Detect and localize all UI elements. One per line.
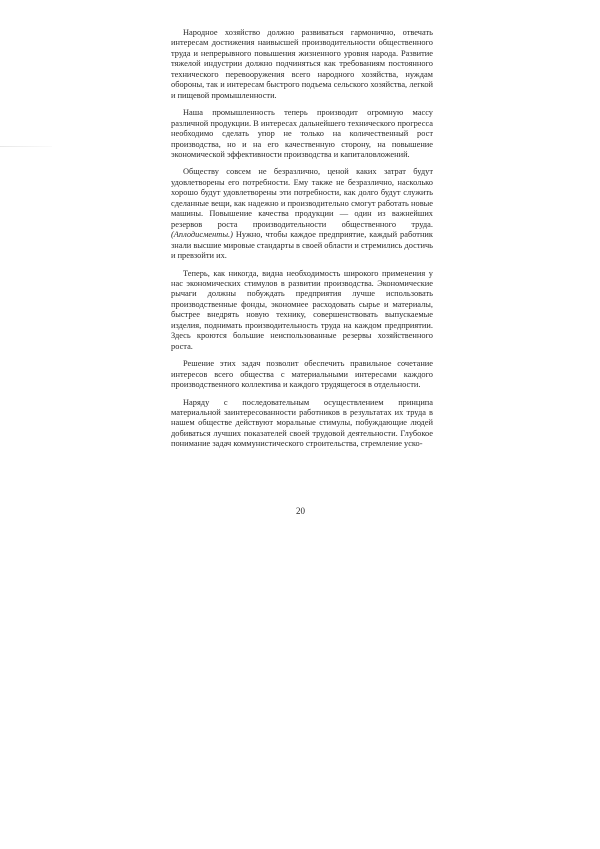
paragraph-6 <box>171 398 433 450</box>
paragraph-3 <box>171 167 433 261</box>
paragraph-1 <box>171 28 433 101</box>
paragraph-2-text: Наша промышленность теперь производит огромную массу различной продукции. В интересах дальнейшего технического прогресса необходимо сделать упор не только на количественный рост производства, но и на его качественную сторону, на повышение экономической эффективности производства и капиталовложений. <box>171 108 433 159</box>
paragraph-4-text: Теперь, как никогда, видна необходимость широкого применения у нас экономических стимулов в развитии производства. Экономические рычаги должны побуждать предприятия лучше использовать производственные фонды, экономнее расходовать сырье и материалы, быстрее внедрять новую технику, совершенствовать выпускаемые изделия, поднимать производительность труда на каждом предприятии. Здесь кроются большие неиспользованные резервы хозяйственного роста. <box>171 268 433 351</box>
paragraph-5 <box>171 359 433 390</box>
page-number: 20 <box>296 506 305 516</box>
paragraph-2 <box>171 108 433 160</box>
scan-artifact-line <box>0 146 52 147</box>
applause-note: (Аплодисменты.) <box>171 230 233 240</box>
paragraph-3-text-after: Нужно, чтобы каждое предприятие, каждый работник знали высшие мировые стандарты в своей области и стремились достичь и превзойти их. <box>171 230 433 261</box>
paragraph-3-text: Обществу совсем не безразлично, ценой каких затрат будут удовлетворены его потребности. Ему также не безразлично, насколько хорошо будут удовлетворены эти потребности, как долго будут служить сделанные вещи, как надежно и производительно смогут работать новые машины. Повышение качества продукции — один из важнейших резервов роста производительности общественного труда. <box>171 167 433 229</box>
paragraph-1-text: Народное хозяйство должно развиваться гармонично, отвечать интересам достижения наивысшей производительности общественного труда и непрерывного повышения жизненного уровня народа. Развитие тяжелой индустрии должно подчиняться как требованиям постоянного технического перевооружения всего народного хозяйства, нуждам обороны, так и интересам быстрого подъема сельского хозяйства, легкой и пищевой промышленности. <box>171 28 433 100</box>
body-text <box>171 28 433 450</box>
paragraph-5-text: Решение этих задач позволит обеспечить правильное сочетание интересов всего общества с материальными интересами каждого производственного коллектива и каждого трудящегося в отдельности. <box>171 359 433 390</box>
paragraph-4 <box>171 269 433 353</box>
paragraph-6-text: Наряду с последовательным осуществлением принципа материальной заинтересованности работников в результатах их труда в нашем обществе действуют моральные стимулы, побуждающие людей добиваться лучших показателей своей трудовой деятельности. Глубокое понимание задач коммунистического строительства, стремление уско- <box>171 397 433 449</box>
